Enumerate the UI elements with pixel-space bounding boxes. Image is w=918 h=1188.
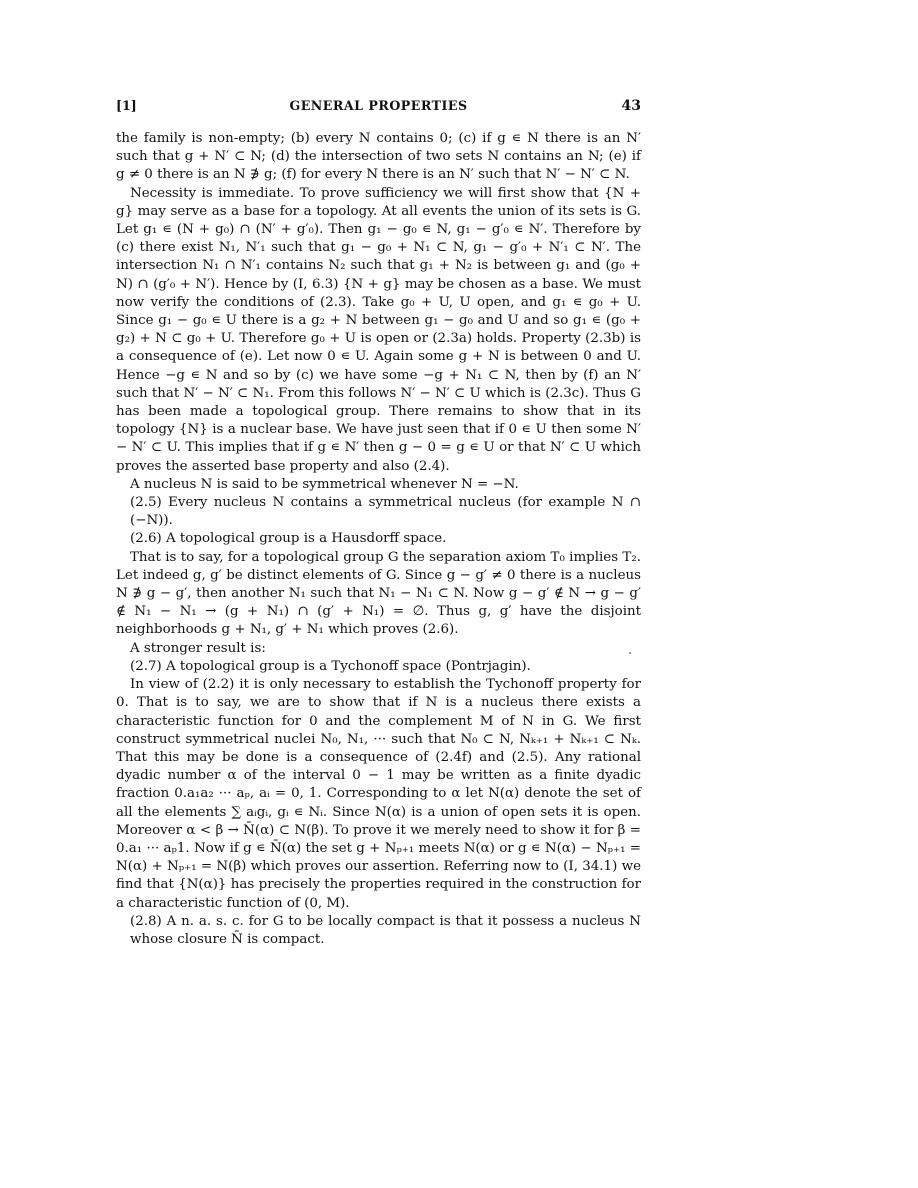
paragraph-stronger-result: A stronger result is: <box>130 640 266 656</box>
section-number: [1] <box>116 98 137 113</box>
proposition-2-7: (2.7) A topological group is a Tychonoff space (Pontrjagin). <box>130 658 531 674</box>
proposition-2-8: (2.8) A n. a. s. c. for G to be locally compact is that it possess a nucleus N whose closure N̄ is compact. <box>130 913 641 947</box>
page-number: 43 <box>621 98 641 114</box>
paragraph-proof: Necessity is immediate. To prove sufficiency we will first show that {N + g} may serve as a base for a topology. At all events the union of its sets is G. Let g₁ ∊ (N + g₀) ∩ (N′ + g′₀). Then g₁ − g₀ ∊ N, g₁ − g′₀ ∊ N′. Therefore by (c) there exist N₁, N′₁ such that g₁ − g₀ + N₁ ⊂ N, g₁ − g′₀ + N′₁ ⊂ N′. The intersection N₁ ∩ N′₁ contains N₂ such that g₁ + N₂ is between g₁ and (g₀ + N) ∩ (g′₀ + N′). Hence by (I, 6.3) {N + g} may be chosen as a base. We must now verify the conditions of (2.3). Take g₀ + U, U open, and g₁ ∊ g₀ + U. Since g₁ − g₀ ∊ U there is a g₂ + N between g₁ − g₀ and U and so g₁ ∊ (g₀ + g₂) + N ⊂ g₀ + U. Therefore g₀ + U is open or (2.3a) holds. Property (2.3b) is a consequence of (e). Let now 0 ∊ U. Again some g + N is between 0 and U. Hence −g ∊ N and so by (c) we have some −g + N₁ ⊂ N, then by (f) an N′ such that N′ − N′ ⊂ N₁. From this follows N′ − N′ ⊂ U which is (2.3c). Thus G has been made a topological group. There remains to show that in its topology {N} is a nuclear base. We have just seen that if 0 ∊ U then some N′ − N′ ⊂ U. This implies that if g ∊ N′ then g − 0 = g ∊ U or that N′ ⊂ U which proves the asserted base property and also (2.4). <box>116 185 641 474</box>
page <box>116 97 641 949</box>
running-title: GENERAL PROPERTIES <box>289 98 468 113</box>
proposition-2-6: (2.6) A topological group is a Hausdorff space. <box>130 531 447 547</box>
header-gap <box>116 119 641 130</box>
running-header <box>116 97 641 119</box>
scan-speck <box>629 652 631 654</box>
paragraph-continued: the family is non-empty; (b) every N contains 0; (c) if g ∊ N there is an N′ such that g + N′ ⊂ N; (d) the intersection of two sets N contains an N; (e) if g ≠ 0 there is an N ∌ g; (f) for every N there is an N′ such that N′ − N′ ⊂ N. <box>116 131 641 183</box>
paragraph-tychonoff-proof: In view of (2.2) it is only necessary to establish the Tychonoff property for 0. That is to say, we are to show that if N is a nucleus there exists a characteristic function for 0 and the complement M of N in G. We first construct symmetrical nuclei N₀, N₁, ··· such that N₀ ⊂ N, Nₖ₊₁ + Nₖ₊₁ ⊂ Nₖ. That this may be done is a consequence of (2.4f) and (2.5). Any rational dyadic number α of the interval 0 − 1 may be written as a finite dyadic fraction 0.a₁a₂ ··· aₚ, aᵢ = 0, 1. Corresponding to α let N(α) denote the set of all the elements ∑ aᵢgᵢ, gᵢ ∊ Nᵢ. Since N(α) is a union of open sets it is open. Moreover α < β → N̄(α) ⊂ N(β). To prove it we merely need to show it for β = 0.a₁ ··· aₚ1. Now if g ∊ N̄(α) the set g + Nₚ₊₁ meets N(α) or g ∊ N(α) − Nₚ₊₁ = N(α) + Nₚ₊₁ = N(β) which proves our assertion. Referring now to (I, 34.1) we find that {N(α)} has precisely the properties required in the construction for a characteristic function of (0, M). <box>116 677 641 911</box>
body-text <box>116 130 641 949</box>
paragraph-symmetrical-definition: A nucleus N is said to be symmetrical whenever N = −N. <box>130 476 519 492</box>
paragraph-hausdorff-proof: That is to say, for a topological group G the separation axiom T₀ implies T₂. Let indeed g, g′ be distinct elements of G. Since g − g′ ≠ 0 there is a nucleus N ∌ g − g′, then another N₁ such that N₁ − N₁ ⊂ N. Now g − g′ ∉ N → g − g′ ∉ N₁ − N₁ → (g + N₁) ∩ (g′ + N₁) = ∅. Thus g, g′ have the disjoint neighborhoods g + N₁, g′ + N₁ which proves (2.6). <box>116 549 641 638</box>
proposition-2-5: (2.5) Every nucleus N contains a symmetrical nucleus (for example N ∩ (−N)). <box>130 495 641 529</box>
